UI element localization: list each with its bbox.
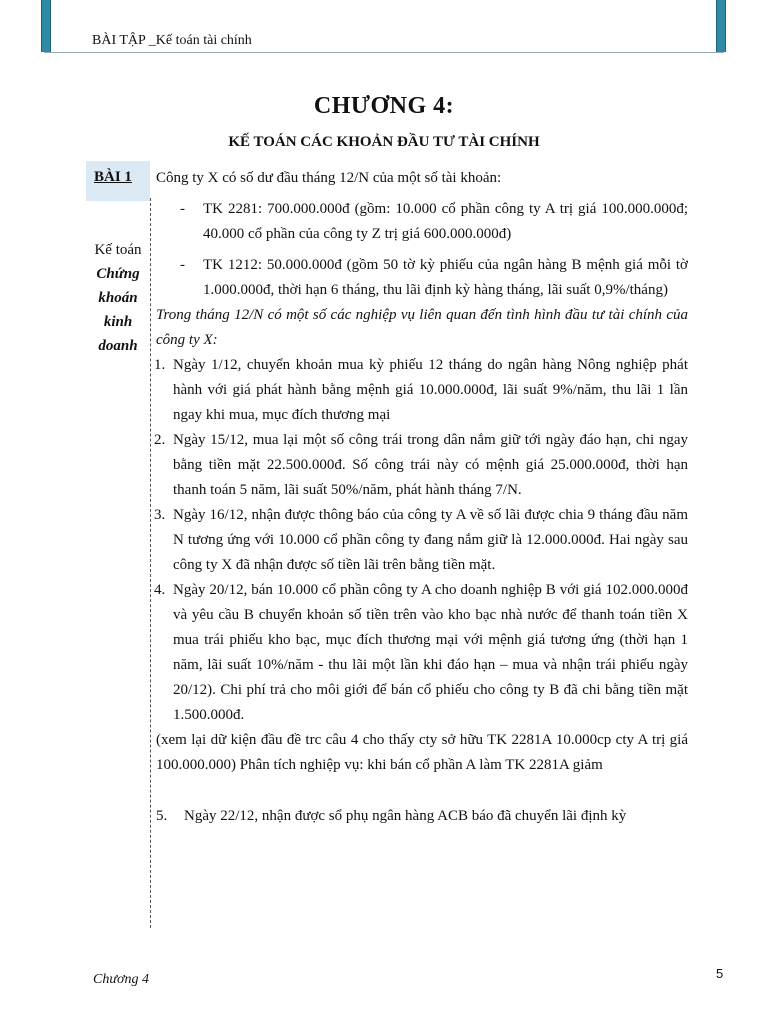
header-divider	[44, 52, 724, 53]
balance-item	[156, 253, 688, 303]
side-label-plain: Kế toán	[94, 242, 142, 258]
header-right-bar	[716, 0, 726, 52]
item-text: Ngày 1/12, chuyển khoản mua kỳ phiếu 12 tháng do ngân hàng Nông nghiệp phát hành với giá phát hành bằng mệnh giá 10.000.000đ, lãi suất 9%/năm, thu lãi 1 lần ngay khi mua, mục đích thương mại	[173, 357, 688, 423]
item-number: 2.	[154, 432, 166, 448]
side-label-line: doanh	[98, 338, 138, 354]
intro-text: Công ty X có số dư đầu tháng 12/N của một số tài khoản:	[156, 170, 502, 186]
item-number: 3.	[154, 507, 166, 523]
footer-chapter: Chương 4	[93, 972, 149, 987]
balance-text: TK 2281: 700.000.000đ (gồm: 10.000 cổ phần công ty A trị giá 100.000.000đ; 40.000 cổ phần của công ty Z trị giá 600.000.000đ)	[203, 201, 688, 242]
analysis-note: (xem lại dữ kiện đầu đề trc câu 4 cho thấy cty sở hữu TK 2281A 10.000cp cty A trị giá 100.000.000) Phân tích nghiệp vụ: khi bán cổ phần A làm TK 2281A giảm	[156, 732, 688, 773]
item-text: Ngày 20/12, bán 10.000 cổ phần công ty A cho doanh nghiệp B với giá 102.000.000đ và yêu cầu B chuyển khoản số tiền trên vào kho bạc nhà nước để thanh toán tiền X mua trái phiếu kho bạc, mục đích thương mại với mệnh giá tương ứng (thời hạn 1 năm, lãi suất 10%/năm - thu lãi một lần khi đáo hạn – mua và nhận trái phiếu ngày 20/12). Chi phí trả cho môi giới để bán cổ phiếu cho công ty B đã chi bằng tiền mặt 1.500.000đ.	[173, 582, 688, 723]
exercise-content	[156, 166, 688, 829]
chapter-title: CHƯƠNG 4:	[313, 93, 455, 119]
dash-bullet: -	[180, 201, 185, 217]
item-number: 1.	[154, 357, 166, 373]
transaction-item	[156, 428, 688, 503]
transaction-item	[156, 353, 688, 428]
chapter-subtitle: KẾ TOÁN CÁC KHOẢN ĐẦU TƯ TÀI CHÍNH	[228, 134, 540, 150]
page-number: 5	[716, 966, 724, 981]
side-label-line: kinh	[103, 314, 133, 330]
item-text: Ngày 15/12, mua lại một số công trái trong dân nắm giữ tới ngày đáo hạn, chi ngay bằng tiền mặt 22.500.000đ. Số công trái này có mệnh giá 25.000.000đ, thời hạn thanh toán 5 năm, lãi suất 50%/năm, phát hành tháng 7/N.	[173, 432, 688, 498]
item-text: Ngày 16/12, nhận được thông báo của công ty A về số lãi được chia 9 tháng đầu năm N tương ứng với 10.000 cổ phần công ty đang nắm giữ là 12.000.000đ. Hai ngày sau công ty X đã nhận được số tiền lãi trên bằng tiền mặt.	[173, 507, 688, 573]
margin-divider	[150, 198, 151, 928]
header-left-bar	[41, 0, 51, 52]
transactions-intro: Trong tháng 12/N có một số các nghiệp vụ liên quan đến tình hình đầu tư tài chính của công ty X:	[156, 307, 688, 348]
side-label-line: khoán	[98, 290, 138, 306]
transaction-item	[156, 804, 688, 829]
dash-bullet: -	[180, 257, 185, 273]
side-label	[84, 238, 152, 358]
item-number: 4.	[154, 582, 166, 598]
transaction-item	[156, 578, 688, 728]
transaction-item	[156, 503, 688, 578]
exercise-label: BÀI 1	[94, 169, 132, 185]
balance-text: TK 1212: 50.000.000đ (gồm 50 tờ kỳ phiếu của ngân hàng B mệnh giá mỗi tờ 1.000.000đ, thời hạn 6 tháng, thu lãi định kỳ hàng tháng, lãi suất 0,9%/tháng)	[203, 257, 688, 298]
header-title: BÀI TẬP _Kế toán tài chính	[92, 33, 252, 48]
side-label-line: Chứng	[96, 266, 140, 282]
balance-item	[156, 197, 688, 247]
item-number: 5.	[156, 808, 168, 824]
item-text: Ngày 22/12, nhận được sổ phụ ngân hàng ACB báo đã chuyển lãi định kỳ	[184, 808, 627, 824]
